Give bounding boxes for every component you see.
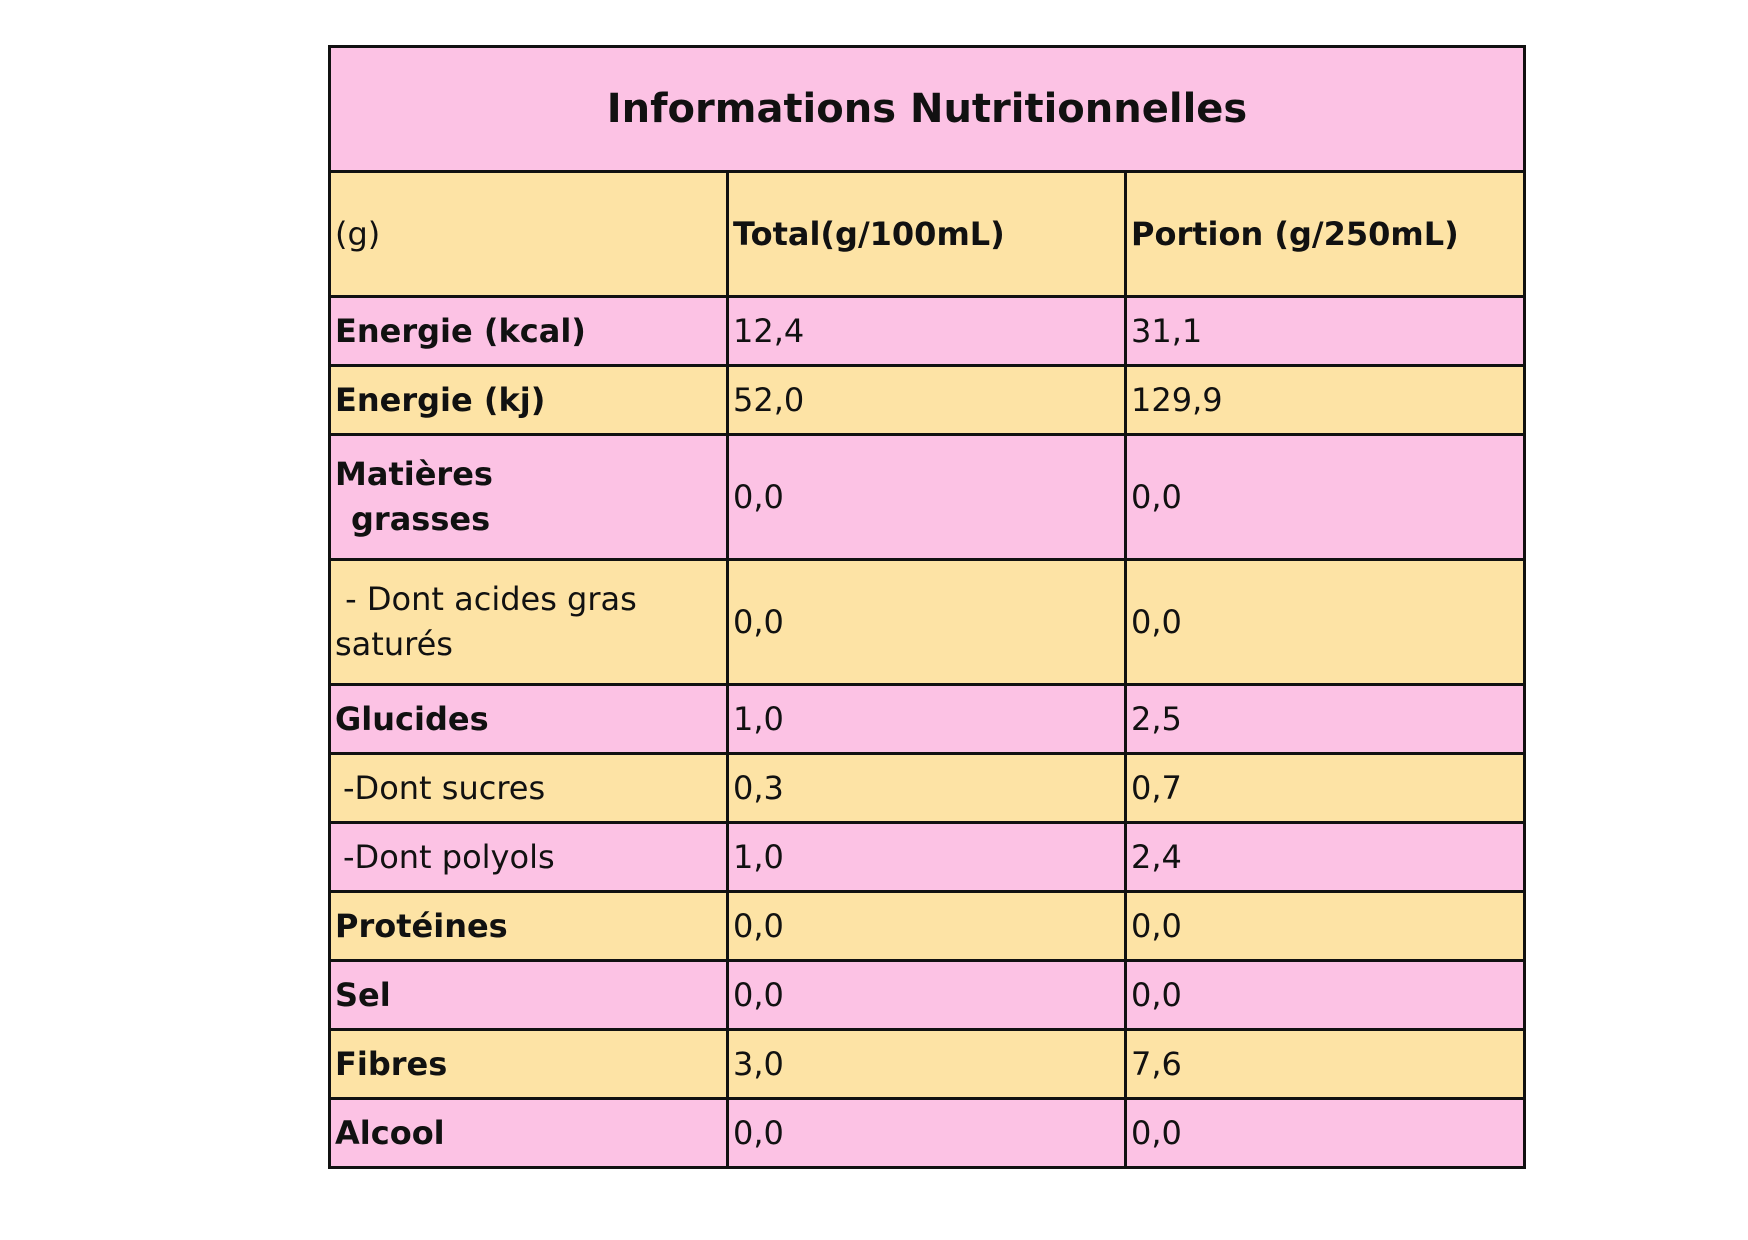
row-label: Fibres	[330, 1030, 728, 1099]
row-portion: 0,0	[1126, 560, 1525, 685]
table-row	[330, 1099, 1525, 1168]
table-row	[330, 754, 1525, 823]
table-title: Informations Nutritionnelles	[330, 47, 1525, 172]
portion-header: Portion (g/250mL)	[1126, 172, 1525, 297]
row-portion: 2,4	[1126, 823, 1525, 892]
row-label: Alcool	[330, 1099, 728, 1168]
row-label: Protéines	[330, 892, 728, 961]
table-row	[330, 1030, 1525, 1099]
table-row	[330, 560, 1525, 685]
row-total: 0,0	[728, 435, 1126, 560]
table-row	[330, 366, 1525, 435]
row-portion: 0,0	[1126, 961, 1525, 1030]
row-portion: 0,0	[1126, 1099, 1525, 1168]
row-portion: 31,1	[1126, 297, 1525, 366]
unit-header: (g)	[330, 172, 728, 297]
row-label-line1: - Dont acides gras	[335, 580, 637, 618]
row-total: 0,0	[728, 560, 1126, 685]
table-row	[330, 435, 1525, 560]
header-row	[330, 172, 1525, 297]
row-portion: 0,0	[1126, 892, 1525, 961]
table-row	[330, 961, 1525, 1030]
title-row	[330, 47, 1525, 172]
table-row	[330, 892, 1525, 961]
row-portion: 0,7	[1126, 754, 1525, 823]
row-total: 12,4	[728, 297, 1126, 366]
row-total: 52,0	[728, 366, 1126, 435]
table-row	[330, 685, 1525, 754]
nutrition-table	[328, 45, 1526, 1169]
row-portion: 7,6	[1126, 1030, 1525, 1099]
row-total: 3,0	[728, 1030, 1126, 1099]
table-row	[330, 297, 1525, 366]
row-label-line1: Matières	[335, 455, 493, 493]
table-row	[330, 823, 1525, 892]
row-label: Energie (kcal)	[330, 297, 728, 366]
row-label: Glucides	[330, 685, 728, 754]
row-total: 1,0	[728, 685, 1126, 754]
row-total: 0,0	[728, 1099, 1126, 1168]
row-portion: 0,0	[1126, 435, 1525, 560]
row-label: -Dont sucres	[330, 754, 728, 823]
row-label: Sel	[330, 961, 728, 1030]
total-header: Total(g/100mL)	[728, 172, 1126, 297]
row-label-line2: grasses	[351, 500, 491, 538]
row-total: 0,3	[728, 754, 1126, 823]
row-label: -Dont polyols	[330, 823, 728, 892]
row-total: 0,0	[728, 892, 1126, 961]
row-total: 0,0	[728, 961, 1126, 1030]
row-label-line2: saturés	[335, 625, 453, 663]
row-portion: 2,5	[1126, 685, 1525, 754]
row-total: 1,0	[728, 823, 1126, 892]
row-label: Energie (kj)	[330, 366, 728, 435]
row-label	[330, 560, 728, 685]
row-label	[330, 435, 728, 560]
row-portion: 129,9	[1126, 366, 1525, 435]
